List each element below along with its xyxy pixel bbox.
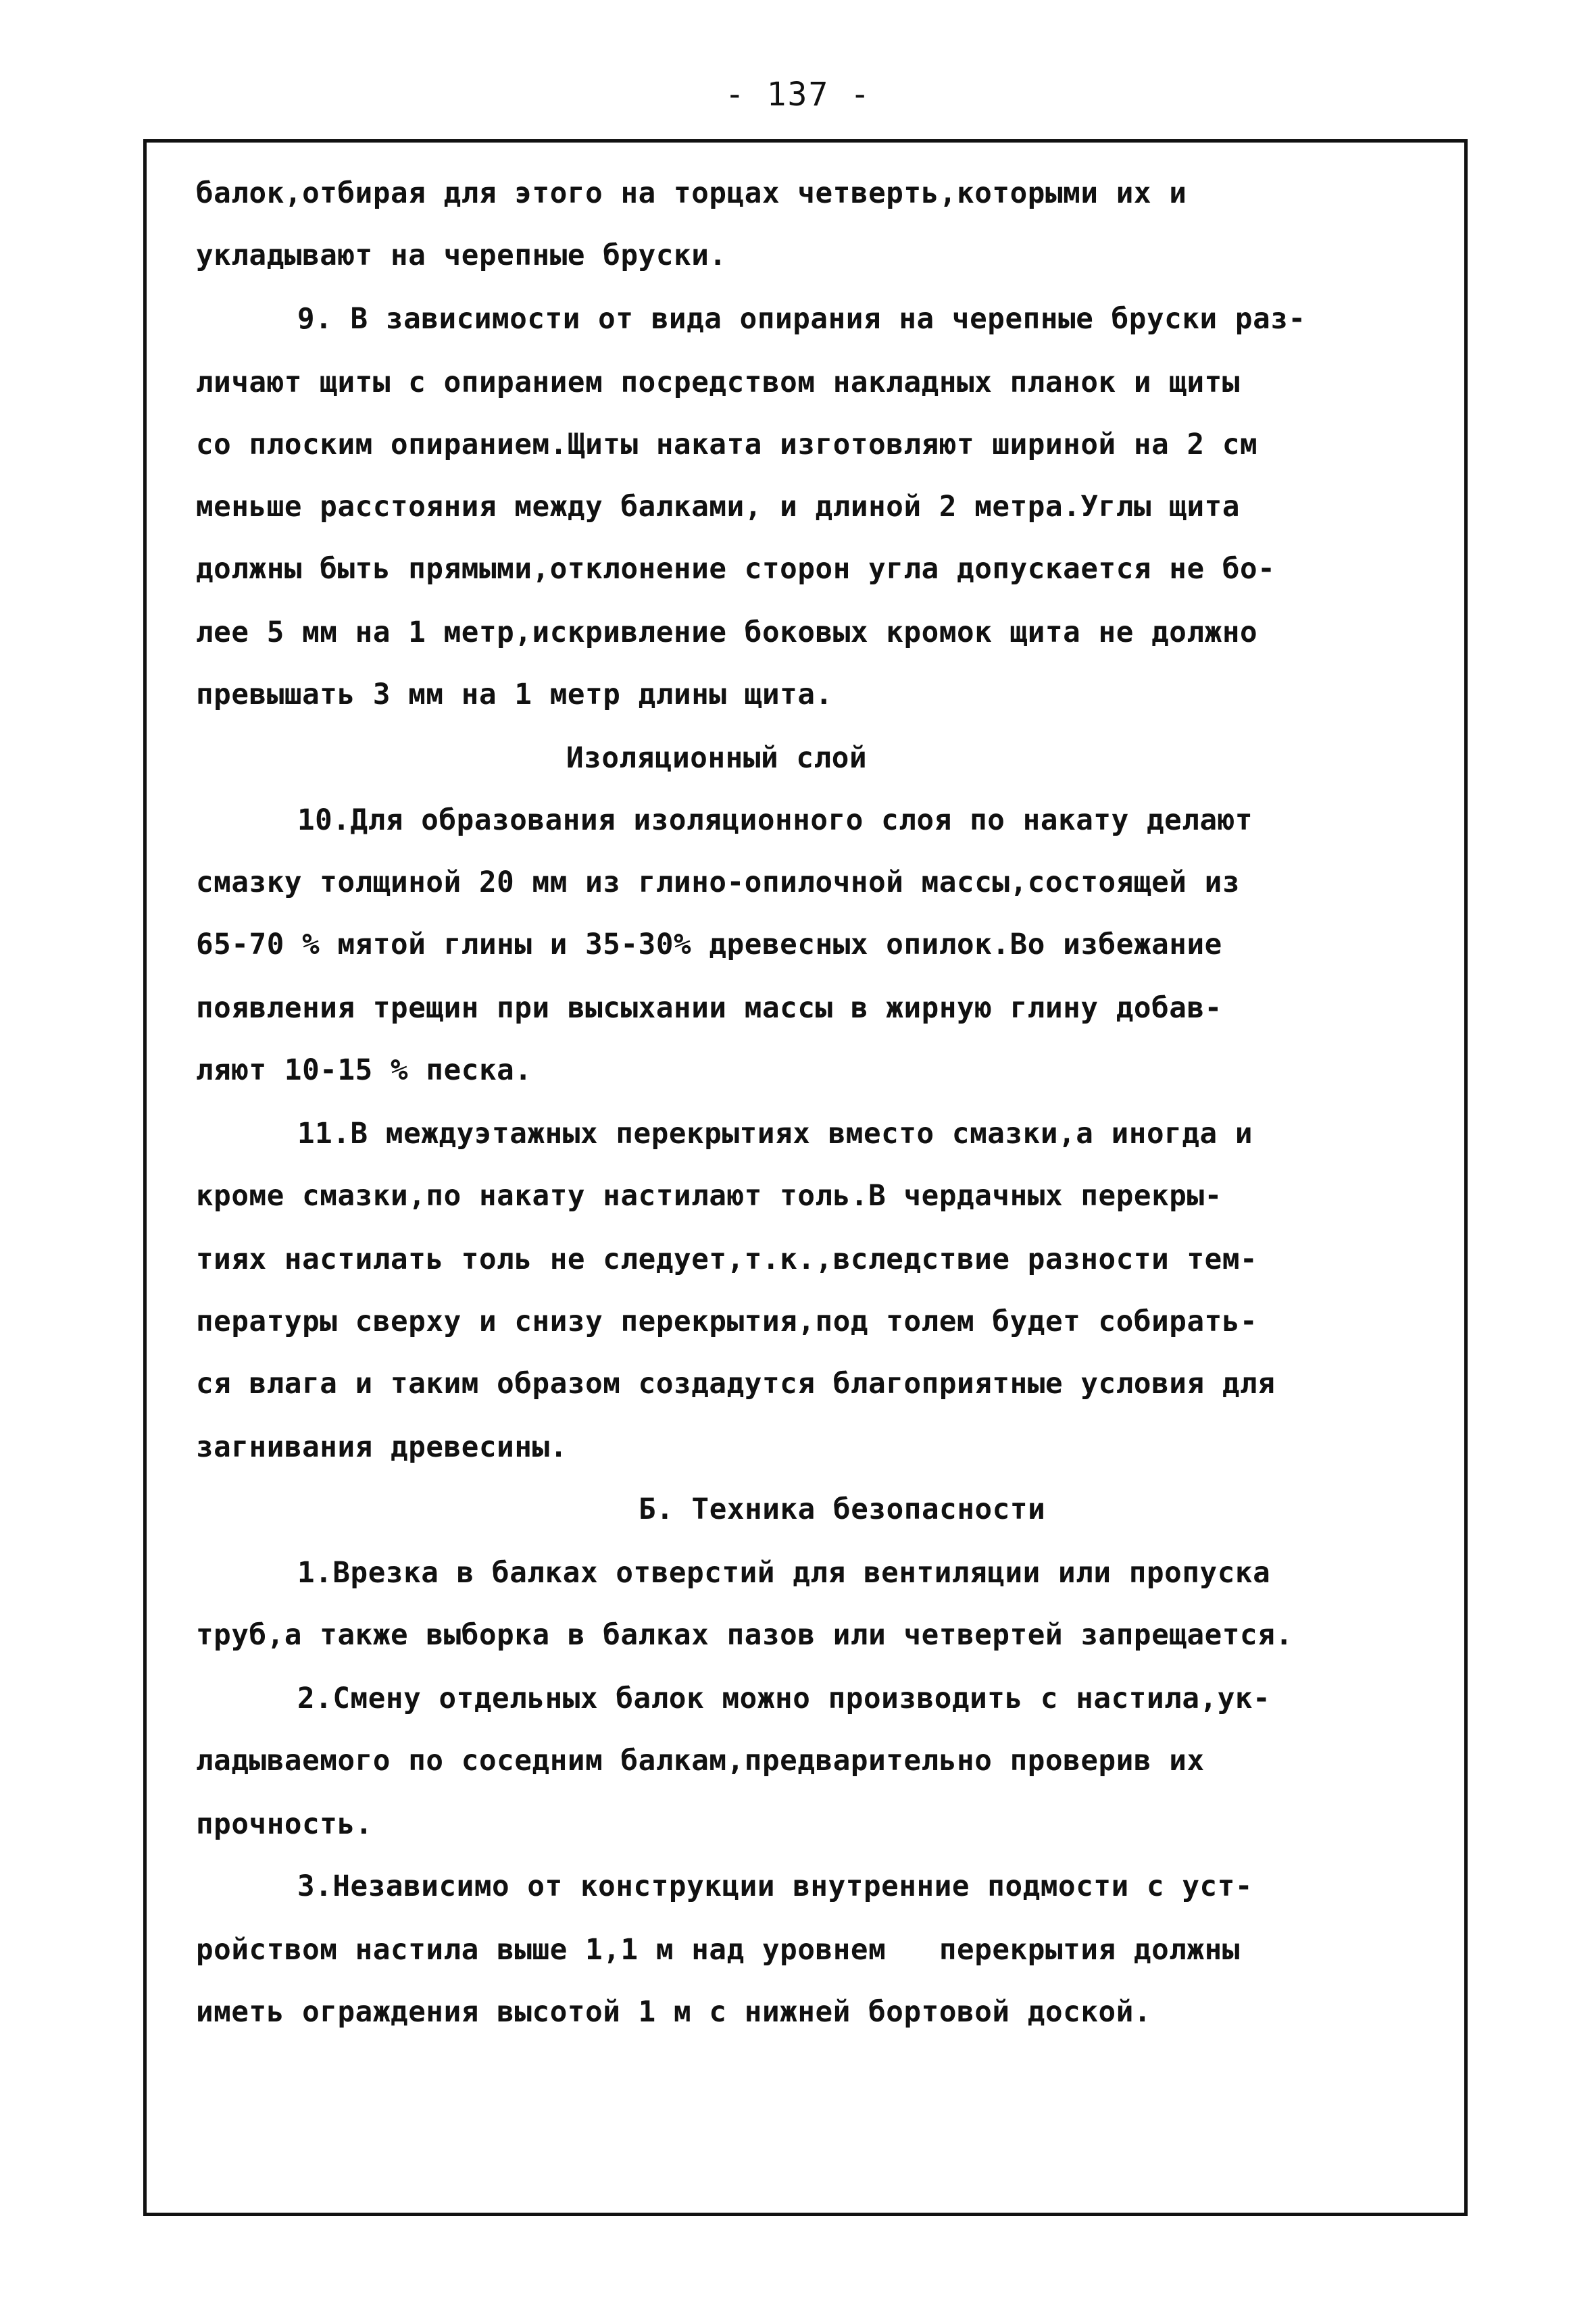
text-line: кроме смазки,по накату настилают толь.В чердачных перекры- [196,1180,1222,1213]
text-line: ляют 10-15 % песка. [196,1054,532,1087]
text-line: тиях настилать толь не следует,т.к.,вследствие разности тем- [196,1243,1258,1276]
text-line: появления трещин при высыхании массы в жирную глину добав- [196,992,1222,1025]
text-line: иметь ограждения высотой 1 м с нижней бортовой доской. [196,1996,1152,2029]
text-line: со плоским опиранием.Щиты наката изготовляют шириной на 2 см [196,428,1258,461]
text-line: загнивания древесины. [196,1431,568,1464]
paragraph-9-start: 9. В зависимости от вида опирания на черепные бруски раз- [297,303,1306,336]
paragraph-11-start: 11.В междуэтажных перекрытиях вместо смазки,а иногда и [297,1117,1253,1151]
text-line: балок,отбирая для этого на торцах четверть,которыми их и [196,177,1187,210]
text-line: лее 5 мм на 1 метр,искривление боковых кромок щита не должно [196,616,1258,649]
text-line: укладывают на черепные бруски. [196,239,727,272]
text-line: должны быть прямыми,отклонение сторон угла допускается не бо- [196,553,1276,586]
text-line: смазку толщиной 20 мм из глино-опилочной массы,состоящей из [196,866,1241,899]
safety-item-1-start: 1.Врезка в балках отверстий для вентиляции или пропуска [297,1557,1271,1590]
text-line: ладываемого по соседним балкам,предварительно проверив их [196,1744,1205,1778]
section-heading-safety: Б. Техника безопасности [639,1493,1046,1526]
text-line: меньше расстояния между балками, и длиной 2 метра.Углы щита [196,491,1241,524]
text-line: превышать 3 мм на 1 метр длины щита. [196,678,833,711]
page-number: - 137 - [724,76,872,114]
text-line: ся влага и таким образом создадутся благоприятные условия для [196,1367,1276,1401]
text-line: труб,а также выборка в балках пазов или четвертей запрещается. [196,1619,1293,1652]
section-heading-insulation: Изоляционный слой [566,742,868,775]
text-line: 65-70 % мятой глины и 35-30% древесных опилок.Во избежание [196,928,1222,961]
text-line: личают щиты с опиранием посредством накладных планок и щиты [196,366,1241,399]
paragraph-10-start: 10.Для образования изоляционного слоя по накату делают [297,804,1253,837]
text-line: прочность. [196,1808,373,1841]
safety-item-3-start: 3.Независимо от конструкции внутренние подмости с уст- [297,1870,1253,1903]
safety-item-2-start: 2.Смену отдельных балок можно производить с настила,ук- [297,1682,1271,1715]
text-line: ройством настила выше 1,1 м над уровнем перекрытия должны [196,1934,1241,1967]
text-line: пературы сверху и снизу перекрытия,под толем будет собирать- [196,1305,1258,1338]
